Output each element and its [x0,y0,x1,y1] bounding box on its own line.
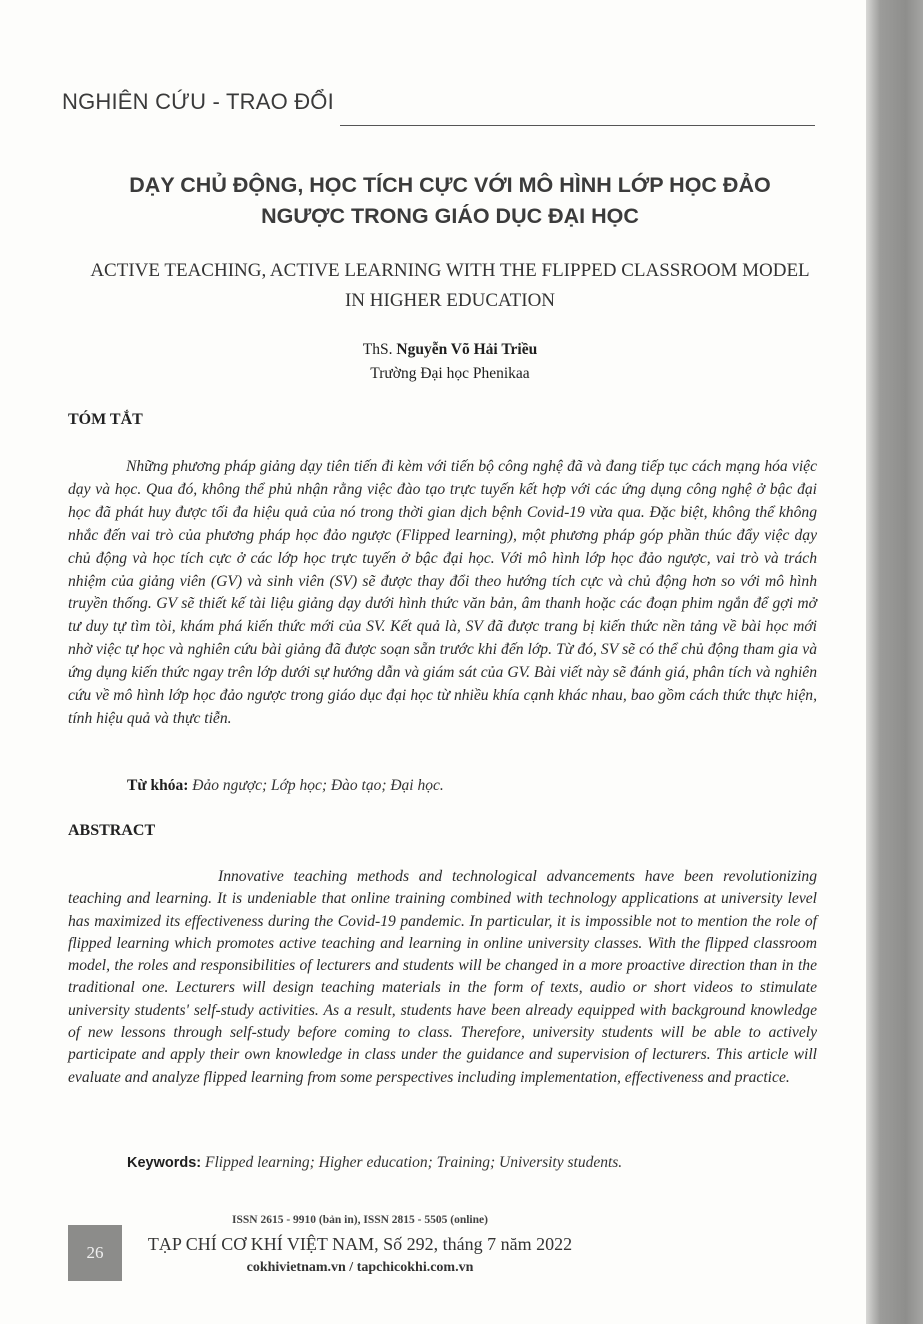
keywords-vi [127,777,444,795]
article-title-en: ACTIVE TEACHING, ACTIVE LEARNING WITH THE FLIPPED CLASSROOM MODEL IN HIGHER EDUCATION [90,260,810,311]
author-block [200,338,700,386]
footer-websites: cokhivietnam.vn / tapchicokhi.com.vn [246,1260,474,1275]
footer-journal: TẠP CHÍ CƠ KHÍ VIỆT NAM, Số 292, tháng 7 năm 2022 [147,1234,573,1254]
keywords-vi-values: Đảo ngược; Lớp học; Đào tạo; Đại học. [188,777,444,794]
page-number: 26 [68,1225,122,1281]
keywords-vi-label: Từ khóa: [127,777,189,794]
author-prefix: ThS. [362,341,397,358]
keywords-en-values: Flipped learning; Higher education; Training; University students. [201,1154,623,1171]
section-header: NGHIÊN CỨU - TRAO ĐỔI [62,89,334,114]
summary-heading: TÓM TẮT [68,411,143,428]
author-affiliation: Trường Đại học Phenikaa [370,365,530,382]
article-title-vi: DẠY CHỦ ĐỘNG, HỌC TÍCH CỰC VỚI MÔ HÌNH LỚP HỌC ĐẢO NGƯỢC TRONG GIÁO DỤC ĐẠI HỌC [129,173,771,228]
keywords-en-label: Keywords: [127,1155,202,1171]
scan-edge-shadow [866,0,923,1324]
abstract-text: Innovative teaching methods and technological advancements have been revolutionizing teaching and learning. It is undeniable that online training combined with technology applications at university level has maximized its effectiveness during the Covid-19 pandemic. In particular, it is impossible not to mention the role of flipped learning which promotes active teaching and learning in online university classes. With the flipped classroom model, the roles and responsibilities of lecturers and students will be changed in a more proactive direction than in the traditional one. Lecturers will design teaching materials in the form of texts, audio or short videos to stimulate university students' self-study activities. As a result, students have been already equipped with background knowledge of new lessons through self-study before coming to class. Therefore, university students will be able to actively participate and apply their own knowledge in class under the guidance and supervision of lecturers. This article will evaluate and analyze flipped learning from some perspectives including implementation, effectiveness and practice. [68,868,817,1086]
abstract-heading: ABSTRACT [68,822,156,839]
keywords-en [127,1154,622,1172]
footer-issn: ISSN 2615 - 9910 (bản in), ISSN 2815 - 5505 (online) [232,1214,488,1226]
author-name: Nguyễn Võ Hải Triều [396,341,538,358]
header-divider [340,125,815,126]
summary-text: Những phương pháp giảng dạy tiên tiến đi kèm với tiến bộ công nghệ đã và đang tiếp tục cách mạng hóa việc dạy và học. Qua đó, không thể phủ nhận rằng việc đào tạo trực tuyến kết hợp với các ứng dụng công nghệ ở bậc đại học đã phát huy được tối đa hiệu quả của nó trong thời gian dịch bệnh Covid-19 vừa qua. Đặc biệt, không thể không nhắc đến vai trò của phương pháp học đảo ngược (Flipped learning), một phương pháp góp phần thúc đẩy việc dạy chủ động và học tích cực ở các lớp học trực tuyến ở bậc đại học. Với mô hình lớp học đảo ngược, vai trò và trách nhiệm của giảng viên (GV) và sinh viên (SV) sẽ được thay đổi theo hướng tích cực và chủ động hơn so với mô hình truyền thống. GV sẽ thiết kế tài liệu giảng dạy dưới hình thức văn bản, âm thanh hoặc các đoạn phim ngắn để gợi mở tư duy tự tìm tòi, khám phá kiến thức mới của SV. Kết quả là, SV đã được trang bị kiến thức nền tảng về bài học mới nhờ việc tự học và nghiên cứu bài giảng đã được soạn sẵn trước khi đến lớp. Từ đó, SV sẽ có thể chủ động tham gia và ứng dụng kiến thức ngay trên lớp dưới sự hướng dẫn và giám sát của GV. Bài viết này sẽ đánh giá, phân tích và nghiên cứu về mô hình lớp học đảo ngược trong giáo dục đại học từ nhiều khía cạnh khác nhau, bao gồm cách thức thực hiện, tính hiệu quả và thực tiễn. [68,458,817,727]
